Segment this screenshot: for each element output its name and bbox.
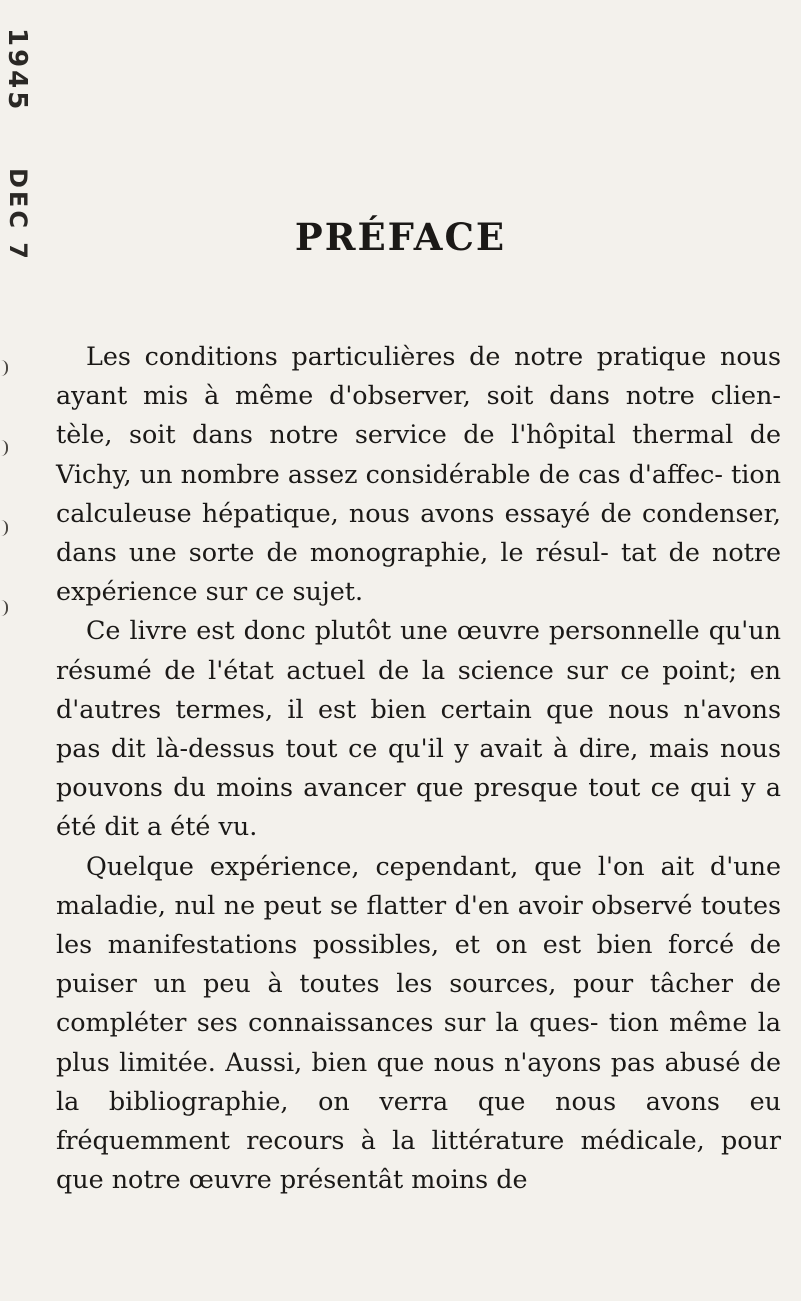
paragraph-2: Ce livre est donc plutôt une œuvre personnelle qu'un résumé de l'état actuel de la science sur ce point; en d'autres termes, il est bien certain que nous n'avons pas dit là-dessus tout ce qu'il y avait à dire, mais nous pouvons du moins avancer que presque tout ce qui y a été dit a été vu. [56, 615, 781, 842]
stamp-year: 1945 [2, 28, 32, 113]
stamp-date: DEC 7 [4, 168, 32, 262]
binding-mark [1, 520, 8, 536]
paragraph-3: Quelque expérience, cependant, que l'on ait d'une maladie, nul ne peut se flatter d'en avoir observé toutes les manifestations possibles, et on est bien forcé de puiser un peu à toutes les sources, pour tâcher de compléter ses connaissances sur la ques- tion même la plus limitée. Aussi, bien que nous n'ayons pas abusé de la bibliographie, on verra que nous avons eu fréquemment recours à la littérature médicale, pour que notre œuvre présentât moins de [56, 850, 781, 1195]
paragraph-1: Les conditions particulières de notre pratique nous ayant mis à même d'observer, soit dans notre clien- tèle, soit dans notre service de l'hôpital thermal de Vichy, un nombre assez considérable de cas d'affec- tion calculeuse hépatique, nous avons essayé de condenser, dans une sorte de monographie, le résul- tat de notre expérience sur ce sujet. [56, 341, 781, 607]
page-title: PRÉFACE [294, 214, 507, 259]
binding-mark [1, 440, 8, 456]
preface-body [56, 337, 781, 1199]
binding-mark [1, 600, 8, 616]
binding-marks [0, 360, 10, 660]
binding-mark [1, 360, 8, 376]
